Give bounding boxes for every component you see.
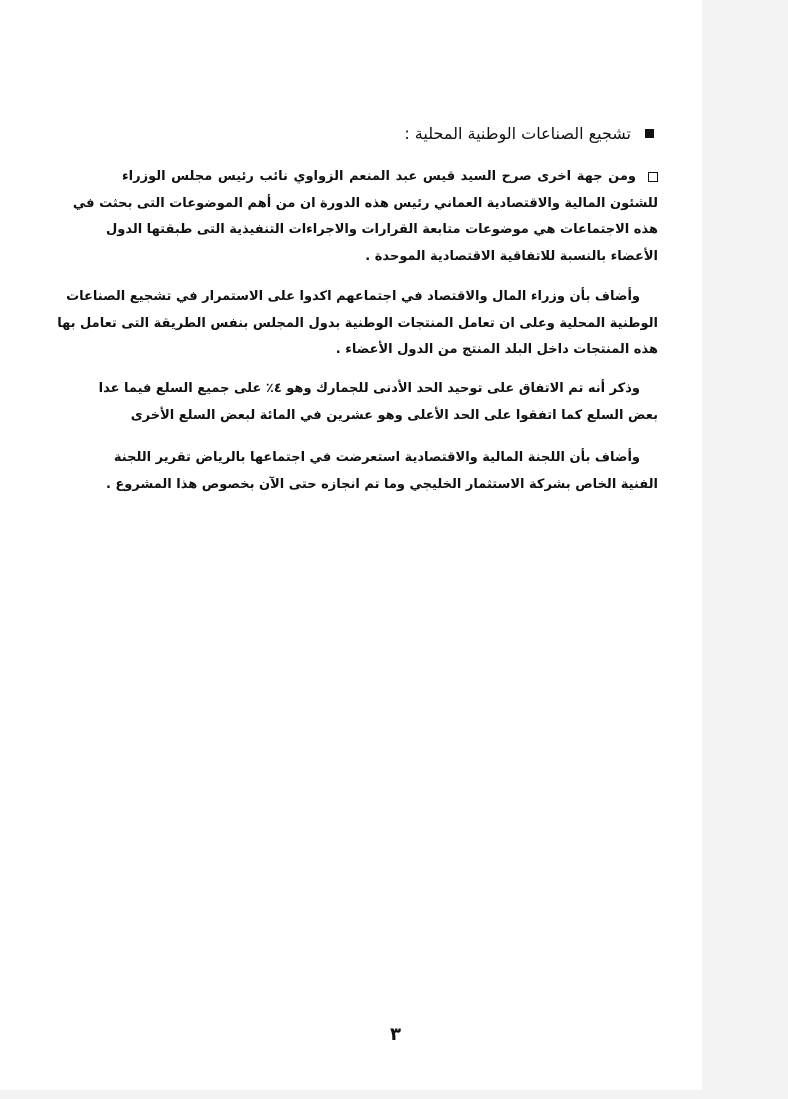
paragraph-1 <box>72 164 658 270</box>
hollow-square-bullet-icon <box>648 172 658 182</box>
line-text: ومن جهة اخرى صرح السيد قيس عبد المنعم الزواوي نائب رئيس مجلس الوزراء <box>122 169 636 184</box>
text-line: وذكر أنه تم الاتفاق على توحيد الحد الأدنى للجمارك وهو ٤٪ على جميع السلع فيما عدا <box>98 381 640 396</box>
heading-text: تشجيع الصناعات الوطنية المحلية : <box>404 124 631 143</box>
text-line: وأضاف بأن اللجنة المالية والاقتصادية استعرضت في اجتماعها بالرياض تقرير اللجنة <box>113 450 640 465</box>
text-line <box>122 164 658 191</box>
paragraph-3 <box>98 376 658 429</box>
text-line: الوطنية المحلية وعلى ان تعامل المنتجات الوطنية بدول المجلس بنفس الطريقة التى تعامل بها <box>57 315 658 331</box>
text-line: وأضاف بأن وزراء المال والاقتصاد في اجتماعهم اكدوا على الاستمرار في تشجيع الصناعات <box>66 289 640 304</box>
text-line: الأعضاء بالنسبة للاتفاقية الاقتصادية الموحدة . <box>365 248 658 264</box>
filled-square-bullet-icon <box>645 129 654 138</box>
text-line: بعض السلع كما اتفقوا على الحد الأعلى وهو عشرين في المائة لبعض السلع الأخرى <box>130 407 658 423</box>
section-heading <box>122 124 658 143</box>
text-line: هذه الاجتماعات هي موضوعات متابعة القرارات والاجراءات التنفيذية التى طبقتها الدول <box>105 222 658 237</box>
text-line: الفنية الخاص بشركة الاستثمار الخليجي وما تم انجازه حتى الآن بخصوص هذا المشروع . <box>105 476 658 492</box>
paragraph-2 <box>57 284 658 364</box>
page-number: ٣ <box>390 1024 401 1045</box>
paragraph-4 <box>105 445 658 498</box>
text-line: هذه المنتجات داخل البلد المنتج من الدول الأعضاء . <box>335 342 658 357</box>
text-line: للشئون المالية والاقتصادية العماني رئيس هذه الدورة ان من أهم الموضوعات التى بحثت في <box>72 195 658 211</box>
